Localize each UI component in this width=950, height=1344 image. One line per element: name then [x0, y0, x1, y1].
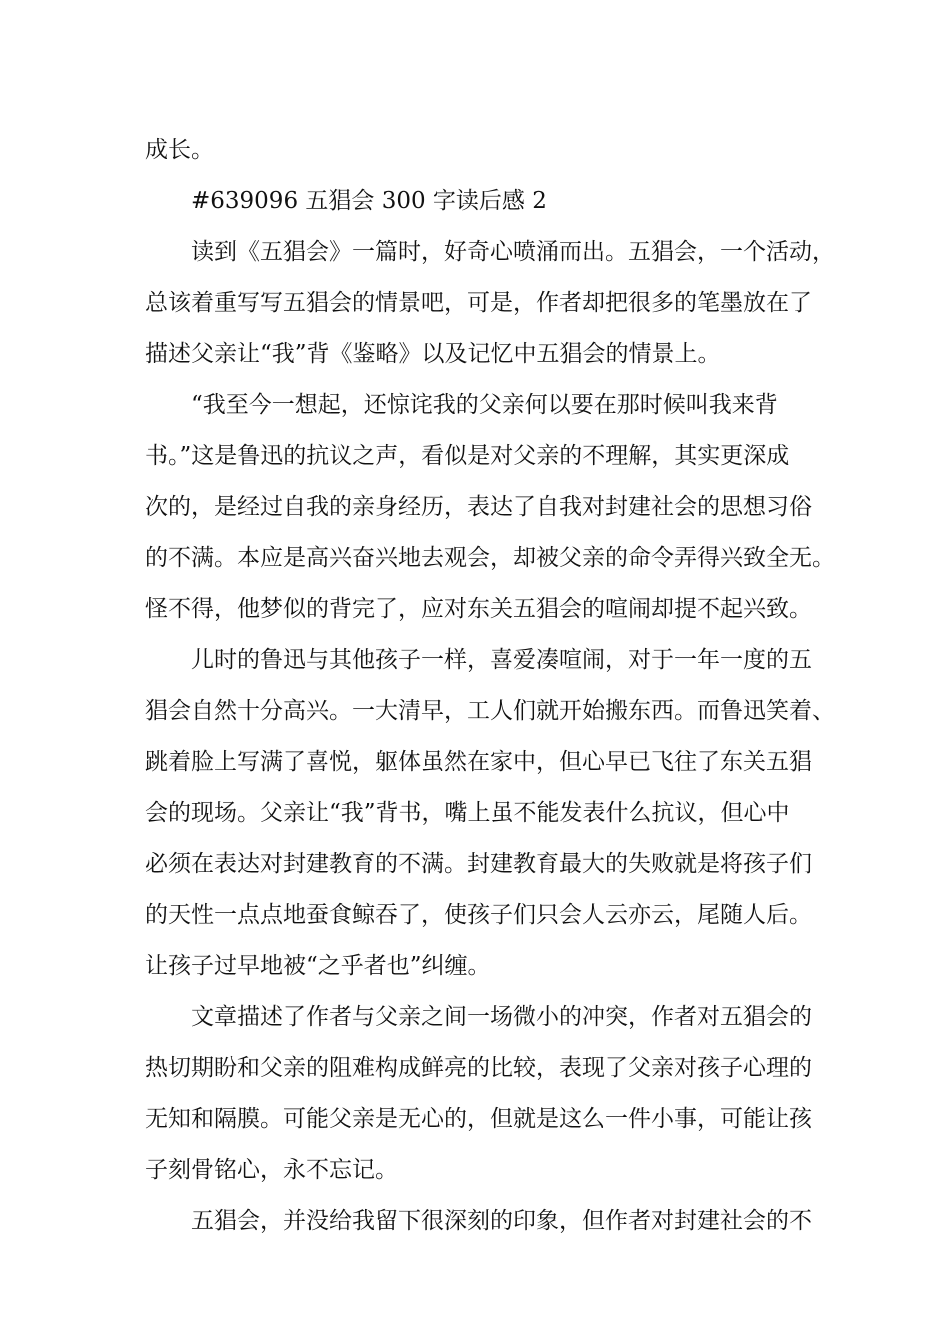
paragraph-line: 跳着脸上写满了喜悦，躯体虽然在家中，但心早已飞往了东关五猖 — [145, 749, 812, 775]
paragraph-line: 怪不得，他梦似的背完了，应对东关五猖会的喧闹却提不起兴致。 — [145, 596, 812, 622]
paragraph-line: 五猖会，并没给我留下很深刻的印象，但作者对封建社会的不 — [191, 1208, 812, 1234]
paragraph-line: 热切期盼和父亲的阻难构成鲜亮的比较，表现了父亲对孩子心理的 — [145, 1055, 812, 1081]
paragraph-line: 儿时的鲁迅与其他孩子一样，喜爱凑喧闹，对于一年一度的五 — [191, 647, 812, 673]
paragraph-line: 会的现场。父亲让“我”背书，嘴上虽不能发表什么抗议，但心中 — [145, 800, 790, 826]
paragraph-line: 猖会自然十分高兴。一大清早，工人们就开始搬东西。而鲁迅笑着、 — [145, 698, 835, 724]
paragraph-line: 的天性一点点地蚕食鲸吞了，使孩子们只会人云亦云，尾随人后。 — [145, 902, 812, 928]
paragraph-line: 的不满。本应是高兴奋兴地去观会，却被父亲的命令弄得兴致全无。 — [145, 545, 835, 571]
paragraph-line: 让孩子过早地被“之乎者也”纠缠。 — [145, 953, 491, 979]
paragraph-line: 总该着重写写五猖会的情景吧，可是，作者却把很多的笔墨放在了 — [145, 290, 812, 316]
paragraph-line: 书。”这是鲁迅的抗议之声，看似是对父亲的不理解，其实更深成 — [145, 443, 790, 469]
paragraph-line: 文章描述了作者与父亲之间一场微小的冲突，作者对五猖会的 — [191, 1004, 812, 1030]
paragraph-line: 无知和隔膜。可能父亲是无心的，但就是这么一件小事，可能让孩 — [145, 1106, 812, 1132]
paragraph-line: 描述父亲让“我”背《鉴略》以及记忆中五猖会的情景上。 — [145, 341, 721, 367]
text-line: 成长。 — [145, 137, 214, 163]
paragraph-line: 子刻骨铭心，永不忘记。 — [145, 1157, 398, 1183]
paragraph-line: “我至今一想起，还惊诧我的父亲何以要在那时候叫我来背 — [191, 392, 778, 418]
paragraph-line: 必须在表达对封建教育的不满。封建教育最大的失败就是将孩子们 — [145, 851, 812, 877]
paragraph-line: 读到《五猖会》一篇时，好奇心喷涌而出。五猖会，一个活动， — [191, 239, 835, 265]
section-heading: #639096 五猖会 300 字读后感 2 — [191, 188, 547, 214]
paragraph-line: 次的，是经过自我的亲身经历，表达了自我对封建社会的思想习俗 — [145, 494, 812, 520]
